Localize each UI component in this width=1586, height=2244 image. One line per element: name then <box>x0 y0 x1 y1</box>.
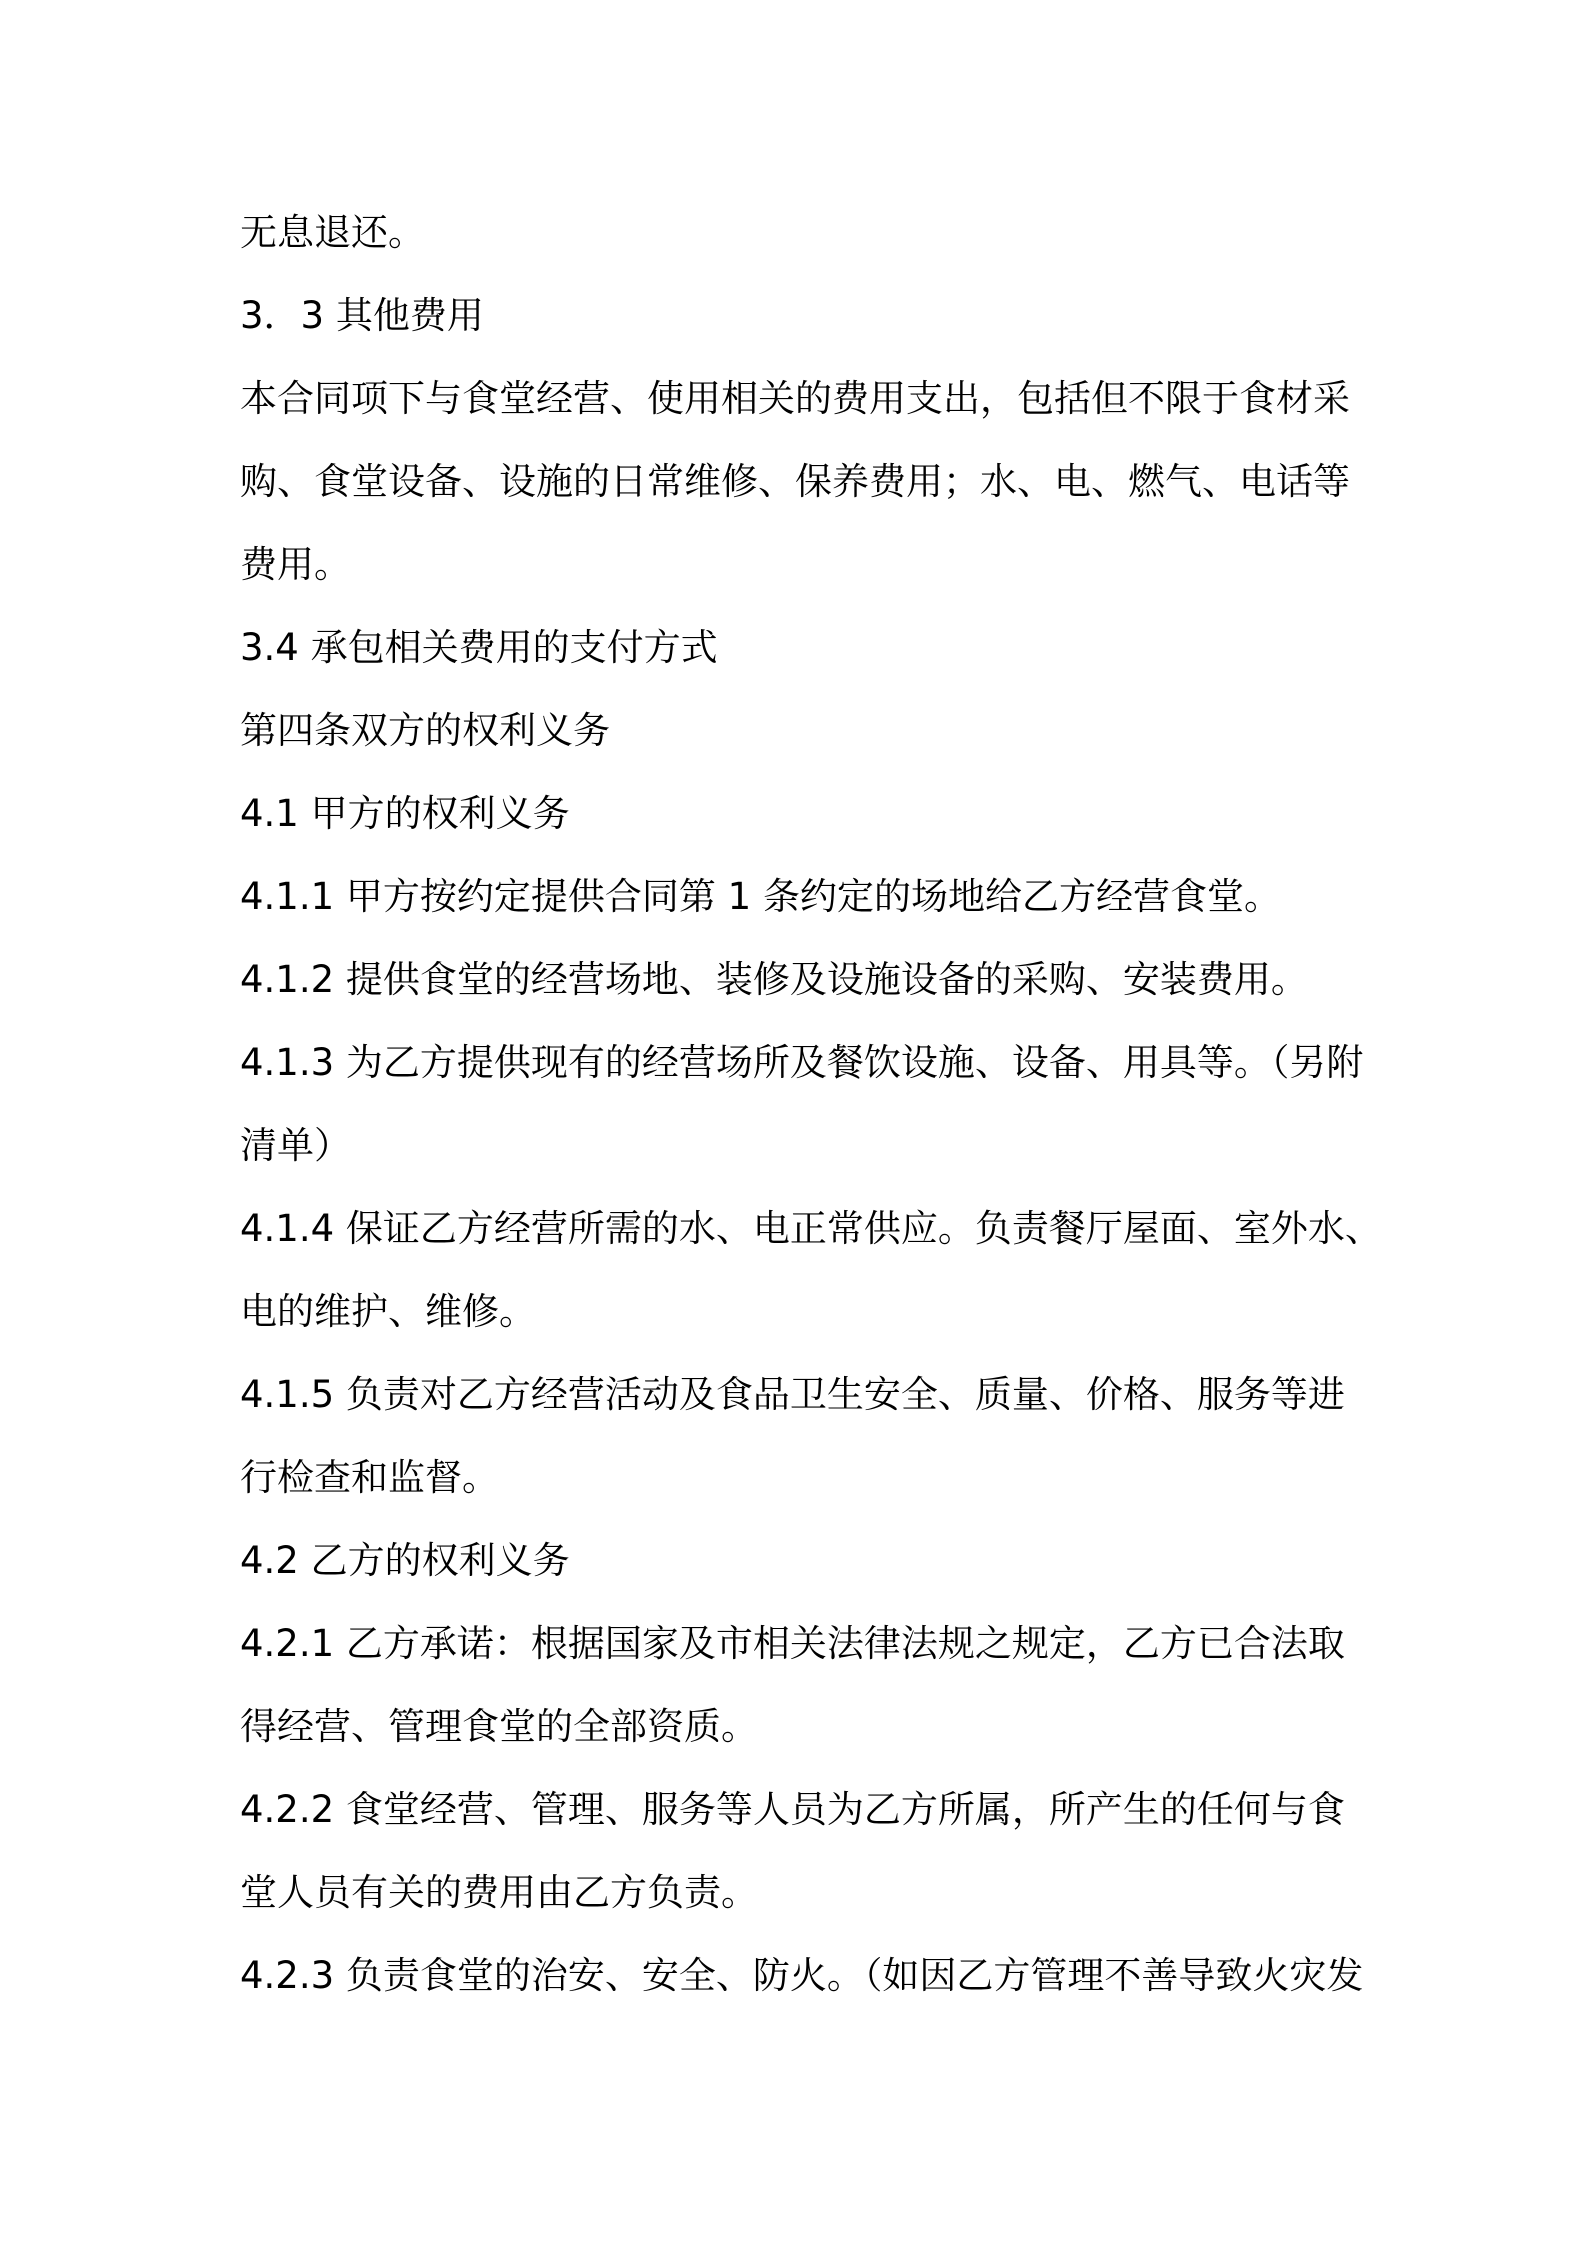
clause-4-1-2: 4.1.2 提供食堂的经营场地、装修及设施设备的采购、安装费用。 <box>240 958 1308 1001</box>
section-4-2-heading: 4.2 乙方的权利义务 <box>240 1539 570 1582</box>
section-4-1-heading: 4.1 甲方的权利义务 <box>240 792 570 835</box>
clause-4-1-1: 4.1.1 甲方按约定提供合同第 1 条约定的场地给乙方经营食堂。 <box>240 875 1281 918</box>
section-3-4-heading: 3.4 承包相关费用的支付方式 <box>240 626 718 669</box>
clause-4-1-5-line-1: 4.1.5 负责对乙方经营活动及食品卫生安全、质量、价格、服务等进 <box>240 1373 1345 1416</box>
article-4-heading: 第四条双方的权利义务 <box>240 709 610 752</box>
clause-4-1-4-line-2: 电的维护、维修。 <box>240 1290 536 1333</box>
clause-4-1-3-line-1: 4.1.3 为乙方提供现有的经营场所及餐饮设施、设备、用具等。（另附 <box>240 1041 1364 1084</box>
section-3-3-text-line-3: 费用。 <box>240 543 351 586</box>
clause-4-2-2-line-2: 堂人员有关的费用由乙方负责。 <box>240 1871 758 1914</box>
clause-4-2-1-line-2: 得经营、管理食堂的全部资质。 <box>240 1705 758 1748</box>
clause-4-1-5-line-2: 行检查和监督。 <box>240 1456 499 1499</box>
section-3-3-text-line-2: 购、食堂设备、设施的日常维修、保养费用；水、电、燃气、电话等 <box>240 460 1350 503</box>
line-1-text: 无息退还。 <box>240 211 425 254</box>
clause-4-1-4-line-1: 4.1.4 保证乙方经营所需的水、电正常供应。负责餐厅屋面、室外水、 <box>240 1207 1382 1250</box>
clause-4-2-2-line-1: 4.2.2 食堂经营、管理、服务等人员为乙方所属，所产生的任何与食 <box>240 1788 1345 1831</box>
clause-4-2-3-line-1: 4.2.3 负责食堂的治安、安全、防火。（如因乙方管理不善导致火灾发 <box>240 1954 1364 1997</box>
document-body <box>240 191 1382 2017</box>
clause-4-2-1-line-1: 4.2.1 乙方承诺：根据国家及市相关法律法规之规定，乙方已合法取 <box>240 1622 1345 1665</box>
section-3-3-text-line-1: 本合同项下与食堂经营、使用相关的费用支出，包括但不限于食材采 <box>240 377 1350 420</box>
clause-4-1-3-line-2: 清单） <box>240 1124 351 1167</box>
section-3-3-heading: 3．3 其他费用 <box>240 294 484 337</box>
